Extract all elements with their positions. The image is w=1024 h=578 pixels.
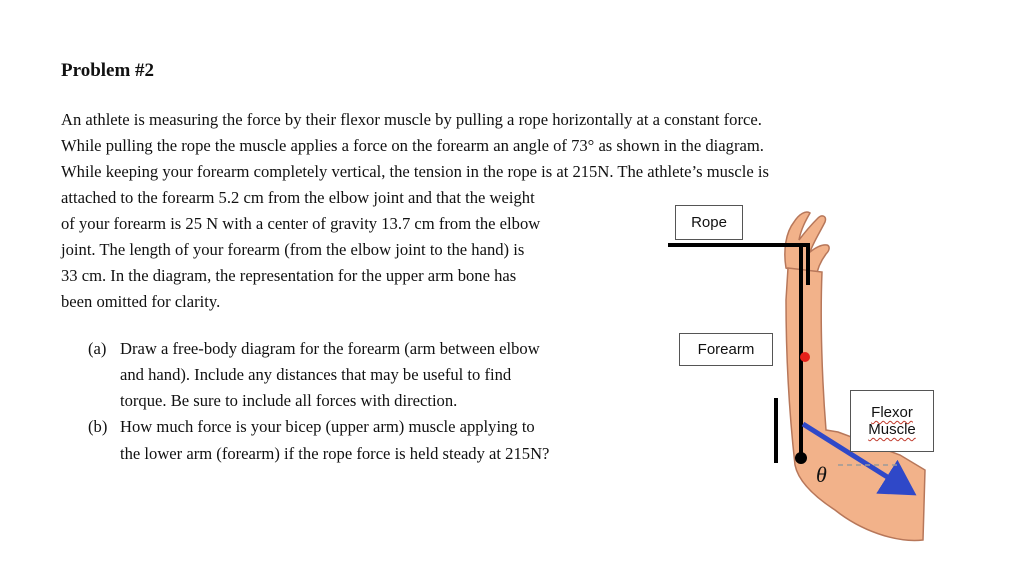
flexor-label-line1: Flexor [871, 404, 913, 421]
center-of-gravity-dot [800, 352, 810, 362]
paragraph-line: joint. The length of your forearm (from the elbow joint to the hand) is [61, 240, 525, 259]
part-a-line: torque. Be sure to include all forces with direction. [120, 391, 458, 410]
forearm-label: Forearm [679, 333, 773, 366]
part-a-line: and hand). Include any distances that may be useful to find [120, 365, 512, 384]
paragraph-line: of your forearm is 25 N with a center of gravity 13.7 cm from the elbow [61, 214, 541, 233]
paragraph-line: attached to the forearm 5.2 cm from the elbow joint and that the weight [61, 188, 535, 207]
flexor-label-line2: Muscle [868, 421, 916, 438]
rope-label: Rope [675, 205, 743, 240]
part-a-marker: (a) [88, 339, 107, 358]
paragraph-line: While keeping your forearm completely vertical, the tension in the rope is at 215N. The athlete’s muscle is [61, 162, 769, 181]
paragraph-line: 33 cm. In the diagram, the representation for the upper arm bone has [61, 266, 517, 285]
angle-theta-label: θ [816, 462, 827, 487]
paragraph-line: An athlete is measuring the force by their flexor muscle by pulling a rope horizontally at a constant force. [61, 110, 762, 129]
part-b-marker: (b) [88, 417, 108, 436]
flexor-muscle-label [850, 390, 934, 452]
paragraph-line: While pulling the rope the muscle applies a force on the forearm an angle of 73° as shown in the diagram. [61, 136, 764, 155]
part-a-line: Draw a free-body diagram for the forearm (arm between elbow [120, 339, 540, 358]
part-b-line: the lower arm (forearm) if the rope force is held steady at 215N? [120, 444, 550, 463]
paragraph-line: been omitted for clarity. [61, 292, 221, 311]
part-b-line: How much force is your bicep (upper arm) muscle applying to [120, 417, 535, 436]
problem-title: Problem #2 [61, 60, 155, 81]
elbow-joint-dot [795, 452, 807, 464]
